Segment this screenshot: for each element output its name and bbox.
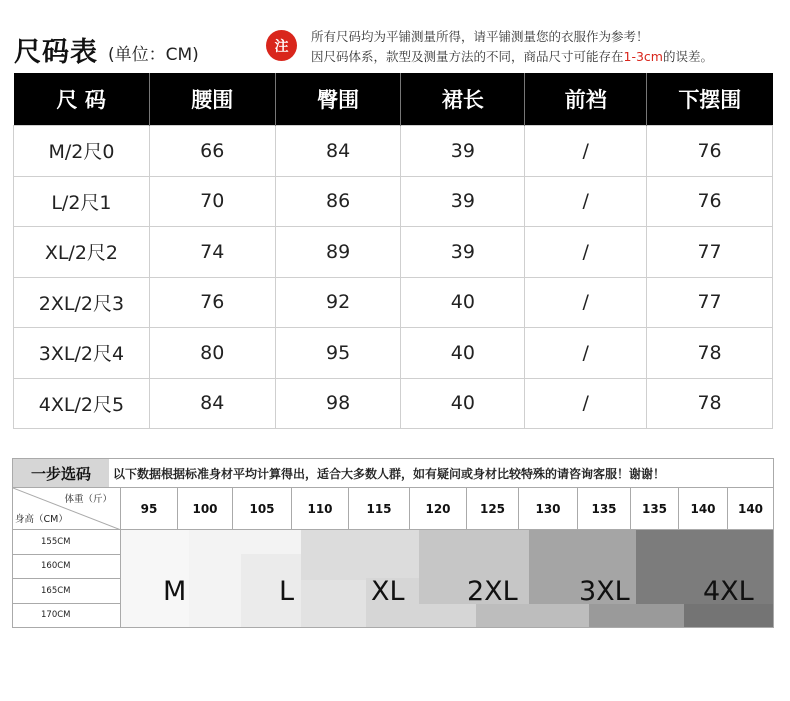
note-line-1: 所有尺码均为平铺测量所得，请平铺测量您的衣服作为参考！ — [311, 29, 649, 44]
weight-cell: 135 — [578, 488, 631, 529]
table-cell: 86 — [275, 176, 401, 227]
weight-cell: 120 — [410, 488, 467, 529]
note-tolerance: 1-3cm — [623, 49, 663, 64]
size-label-l: L — [279, 576, 295, 607]
weight-cell: 110 — [292, 488, 349, 529]
table-cell: / — [525, 277, 647, 328]
size-label-2xl: 2XL — [467, 576, 518, 607]
size-label-4xl: 4XL — [703, 576, 754, 607]
size-grid — [121, 529, 773, 627]
table-cell: 98 — [275, 378, 401, 429]
note-line-2 — [311, 47, 713, 65]
weight-cell: 140 — [679, 488, 728, 529]
table-cell: 77 — [647, 277, 773, 328]
table-cell: / — [525, 378, 647, 429]
size-zone-4xl-bottom — [684, 604, 773, 627]
table-cell: 4XL/2尺5 — [14, 378, 150, 429]
unit-label: (单位：CM) — [108, 45, 199, 65]
weight-cell: 100 — [178, 488, 233, 529]
table-cell: 40 — [401, 378, 525, 429]
table-cell: 2XL/2尺3 — [14, 277, 150, 328]
size-zone-2xl-bottom — [476, 604, 591, 627]
table-cell: 78 — [647, 328, 773, 379]
table-row — [14, 227, 773, 278]
table-cell: 84 — [149, 378, 275, 429]
height-cell: 170CM — [13, 603, 120, 628]
table-cell: / — [525, 227, 647, 278]
weight-cell: 140 — [737, 501, 764, 516]
weight-cell: 115 — [349, 488, 410, 529]
table-cell: 76 — [149, 277, 275, 328]
size-table-header-row — [14, 73, 773, 126]
corner-header-cell — [13, 487, 121, 529]
weight-cell: 125 — [467, 488, 519, 529]
size-label-xl: XL — [371, 576, 405, 607]
table-cell: 40 — [401, 328, 525, 379]
table-cell: / — [525, 126, 647, 177]
table-row — [14, 328, 773, 379]
header-skirt-length: 裙长 — [401, 73, 525, 126]
header-waist: 腰围 — [149, 73, 275, 126]
table-cell: L/2尺1 — [14, 176, 150, 227]
size-label-3xl: 3XL — [579, 576, 630, 607]
table-row — [14, 176, 773, 227]
height-column — [13, 529, 121, 627]
header-hip: 臀围 — [275, 73, 401, 126]
table-cell: 66 — [149, 126, 275, 177]
size-zone-xl-top — [301, 530, 421, 580]
header-front-rise: 前裆 — [525, 73, 647, 126]
table-cell: 3XL/2尺4 — [14, 328, 150, 379]
table-cell: XL/2尺2 — [14, 227, 150, 278]
weight-cell: 135 — [631, 488, 679, 529]
table-cell: 89 — [275, 227, 401, 278]
table-row — [14, 126, 773, 177]
header-hem: 下摆围 — [647, 73, 773, 126]
table-cell: 78 — [647, 378, 773, 429]
note-line-2-text-b: 的误差。 — [662, 49, 713, 64]
table-cell: M/2尺0 — [14, 126, 150, 177]
note-line-2-text-a: 因尺码体系，款型及测量方法的不同，商品尺寸可能存在 — [311, 49, 624, 64]
table-cell: 76 — [647, 126, 773, 177]
table-cell: 95 — [275, 328, 401, 379]
height-axis-label: 身高（CM） — [15, 514, 68, 525]
weight-cell: 130 — [519, 488, 578, 529]
height-cell: 165CM — [13, 578, 120, 603]
table-cell: 77 — [647, 227, 773, 278]
size-label-m: M — [163, 576, 187, 607]
weight-header-row — [121, 487, 773, 529]
table-cell: / — [525, 176, 647, 227]
size-selector-title: 一步选码 — [13, 459, 109, 487]
weight-axis-label: 体重（斤） — [64, 494, 112, 505]
table-cell: 92 — [275, 277, 401, 328]
table-row — [14, 277, 773, 328]
header-size: 尺 码 — [14, 73, 150, 126]
page-title: 尺码表 — [14, 37, 98, 68]
weight-cell: 95 — [121, 488, 178, 529]
note-badge: 注 — [266, 30, 297, 61]
height-cell: 160CM — [13, 554, 120, 579]
weight-cell: 105 — [233, 488, 292, 529]
table-cell: / — [525, 328, 647, 379]
table-cell: 74 — [149, 227, 275, 278]
size-selector-description: 以下数据根据标准身材平均计算得出，适合大多数人群，如有疑问或身材比较特殊的请咨询客服！谢谢！ — [113, 466, 666, 481]
height-cell: 155CM — [13, 529, 120, 554]
table-cell: 39 — [401, 176, 525, 227]
size-table — [13, 73, 773, 429]
table-cell: 39 — [401, 227, 525, 278]
table-cell: 70 — [149, 176, 275, 227]
table-row — [14, 378, 773, 429]
table-cell: 80 — [149, 328, 275, 379]
table-cell: 84 — [275, 126, 401, 177]
table-cell: 76 — [647, 176, 773, 227]
table-cell: 39 — [401, 126, 525, 177]
table-cell: 40 — [401, 277, 525, 328]
size-zone-3xl-bottom — [589, 604, 687, 627]
size-selector — [12, 458, 774, 628]
